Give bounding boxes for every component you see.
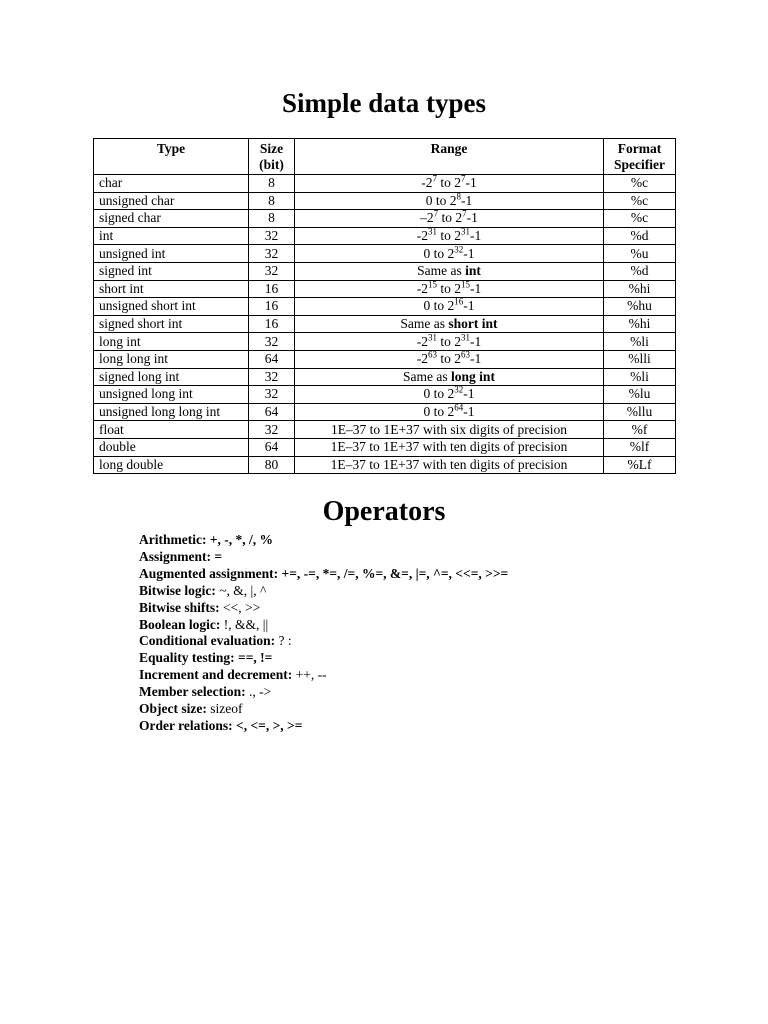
operator-label: Boolean logic:: [139, 616, 221, 632]
range-start: –2: [420, 210, 434, 226]
table-row: [94, 192, 676, 210]
header-format-line2: Specifier: [614, 157, 665, 172]
operator-item: [139, 718, 508, 735]
range-same-prefix: Same as: [400, 316, 449, 332]
operator-symbols: +=, -=, *=, /=, %=, &=, |=, ^=, <<=, >>=: [278, 565, 509, 581]
type-cell: char: [94, 175, 249, 193]
header-type: Type: [94, 139, 249, 175]
range-exponent: 8: [456, 191, 461, 202]
format-cell: %f: [604, 421, 676, 439]
operator-symbols: !, &&, ||: [220, 616, 269, 632]
operator-label: Bitwise shifts:: [139, 599, 220, 615]
size-cell: 32: [249, 368, 295, 386]
range-start: 0 to 2: [425, 192, 457, 208]
format-cell: %hu: [604, 298, 676, 316]
format-cell: %lu: [604, 386, 676, 404]
table-row: [94, 298, 676, 316]
operator-symbols: ~, &, |, ^: [215, 582, 267, 598]
operator-item: [139, 566, 508, 583]
header-range: Range: [295, 139, 604, 175]
table-row: [94, 438, 676, 456]
size-cell: 64: [249, 438, 295, 456]
size-cell: 16: [249, 280, 295, 298]
range-cell: [295, 386, 604, 404]
range-same-type: long int: [451, 368, 495, 384]
range-same-type: short int: [448, 316, 498, 332]
type-cell: unsigned char: [94, 192, 249, 210]
range-cell: [295, 175, 604, 193]
table-header: [94, 139, 676, 175]
type-cell: unsigned long int: [94, 386, 249, 404]
table-row: [94, 227, 676, 245]
operator-symbols: sizeof: [206, 701, 243, 717]
type-cell: unsigned int: [94, 245, 249, 263]
range-start: -2: [421, 175, 433, 191]
range-cell: [295, 350, 604, 368]
type-cell: int: [94, 227, 249, 245]
format-cell: %li: [604, 368, 676, 386]
type-cell: long long int: [94, 350, 249, 368]
range-tail: -1: [461, 192, 473, 208]
header-size-line1: Size: [259, 141, 284, 156]
table-row: [94, 315, 676, 333]
operator-item: [139, 684, 508, 701]
type-cell: long int: [94, 333, 249, 351]
range-mid: to 2: [436, 175, 461, 191]
range-text: 1E–37 to 1E+37 with six digits of precision: [331, 421, 567, 437]
size-cell: 8: [249, 210, 295, 228]
table-row: [94, 245, 676, 263]
operator-item: [139, 650, 508, 667]
range-end-exponent: 7: [462, 208, 467, 219]
type-cell: unsigned long long int: [94, 403, 249, 421]
operator-label: Conditional evaluation:: [139, 633, 276, 649]
table-row: [94, 350, 676, 368]
table-row: [94, 262, 676, 280]
operator-symbols: ? :: [275, 633, 292, 649]
operator-item: [139, 549, 508, 566]
type-cell: float: [94, 421, 249, 439]
range-start-exponent: 63: [427, 349, 437, 360]
format-cell: %hi: [604, 280, 676, 298]
range-mid: to 2: [436, 351, 461, 367]
range-end-exponent: 7: [461, 173, 466, 184]
table-body: [94, 175, 676, 474]
header-format-line1: Format: [617, 141, 662, 156]
type-cell: unsigned short int: [94, 298, 249, 316]
operator-item: [139, 667, 508, 684]
operator-item: [139, 600, 508, 617]
range-same-prefix: Same as: [403, 368, 452, 384]
size-cell: 32: [249, 421, 295, 439]
range-cell: [295, 421, 604, 439]
range-end-exponent: 31: [461, 226, 470, 237]
size-cell: 8: [249, 192, 295, 210]
size-cell: 32: [249, 227, 295, 245]
range-start-exponent: 15: [427, 279, 437, 290]
operator-item: [139, 532, 508, 549]
range-start: -2: [416, 333, 428, 349]
range-exponent: 16: [454, 296, 464, 307]
format-cell: %c: [604, 210, 676, 228]
size-cell: 8: [249, 175, 295, 193]
range-tail: -1: [463, 245, 475, 261]
table-row: [94, 333, 676, 351]
range-tail: -1: [470, 351, 482, 367]
type-cell: signed char: [94, 210, 249, 228]
operator-item: [139, 701, 508, 718]
range-end-exponent: 63: [461, 349, 470, 360]
size-cell: 32: [249, 333, 295, 351]
size-cell: 64: [249, 403, 295, 421]
operator-label: Increment and decrement:: [139, 667, 293, 683]
operator-symbols: ., ->: [245, 684, 272, 700]
format-cell: %d: [604, 262, 676, 280]
format-cell: %u: [604, 245, 676, 263]
range-mid: to 2: [436, 228, 461, 244]
range-start: -2: [416, 351, 428, 367]
format-cell: %c: [604, 175, 676, 193]
range-start-exponent: 7: [433, 208, 439, 219]
range-cell: [295, 298, 604, 316]
table-row: [94, 210, 676, 228]
range-start: -2: [416, 280, 428, 296]
range-text: 1E–37 to 1E+37 with ten digits of precision: [330, 439, 568, 455]
range-tail: -1: [463, 386, 475, 402]
range-same-prefix: Same as: [417, 263, 466, 279]
operator-label: Object size:: [139, 701, 207, 717]
range-start: 0 to 2: [423, 404, 455, 420]
format-cell: %d: [604, 227, 676, 245]
range-start: 0 to 2: [423, 298, 455, 314]
range-cell: [295, 368, 604, 386]
range-tail: -1: [463, 404, 475, 420]
size-cell: 80: [249, 456, 295, 474]
size-cell: 16: [249, 298, 295, 316]
range-tail: -1: [470, 280, 482, 296]
table-row: [94, 368, 676, 386]
operators-list: [139, 532, 508, 735]
operator-symbols: <<, >>: [219, 599, 261, 615]
format-cell: %c: [604, 192, 676, 210]
range-start-exponent: 31: [427, 226, 437, 237]
range-tail: -1: [470, 228, 482, 244]
range-cell: [295, 192, 604, 210]
operator-symbols: =: [211, 548, 223, 564]
header-size-line2: (bit): [259, 157, 284, 172]
size-cell: 16: [249, 315, 295, 333]
range-start: 0 to 2: [423, 245, 455, 261]
operator-label: Member selection:: [139, 684, 246, 700]
range-start: 0 to 2: [423, 386, 455, 402]
type-cell: signed short int: [94, 315, 249, 333]
operator-label: Arithmetic:: [139, 532, 207, 547]
format-cell: %hi: [604, 315, 676, 333]
range-cell: [295, 280, 604, 298]
range-tail: -1: [466, 210, 478, 226]
range-same-type: int: [465, 263, 481, 279]
range-start-exponent: 31: [427, 332, 437, 343]
operator-label: Equality testing:: [139, 650, 235, 666]
range-cell: [295, 438, 604, 456]
range-mid: to 2: [436, 333, 461, 349]
operator-item: [139, 617, 508, 634]
header-row: [94, 139, 676, 175]
range-text: 1E–37 to 1E+37 with ten digits of precision: [330, 456, 568, 472]
table-row: [94, 421, 676, 439]
type-cell: long double: [94, 456, 249, 474]
size-cell: 32: [249, 245, 295, 263]
operator-symbols: ++, --: [292, 667, 327, 683]
range-tail: -1: [470, 333, 482, 349]
range-cell: [295, 210, 604, 228]
table-row: [94, 175, 676, 193]
operators-title: Operators: [322, 496, 446, 527]
page-title: Simple data types: [281, 88, 487, 118]
size-cell: 32: [249, 386, 295, 404]
type-cell: short int: [94, 280, 249, 298]
range-cell: [295, 456, 604, 474]
type-cell: signed long int: [94, 368, 249, 386]
table-row: [94, 403, 676, 421]
format-cell: %llu: [604, 403, 676, 421]
format-cell: %li: [604, 333, 676, 351]
range-cell: [295, 333, 604, 351]
operator-item: [139, 633, 508, 650]
range-tail: -1: [465, 175, 477, 191]
range-cell: [295, 403, 604, 421]
header-size: [249, 139, 295, 175]
range-cell: [295, 262, 604, 280]
range-cell: [295, 227, 604, 245]
range-end-exponent: 31: [461, 332, 470, 343]
operator-symbols: <, <=, >, >=: [232, 717, 303, 733]
format-cell: %lli: [604, 350, 676, 368]
size-cell: 32: [249, 262, 295, 280]
data-types-table: [93, 138, 676, 474]
format-cell: %lf: [604, 438, 676, 456]
range-mid: to 2: [436, 280, 461, 296]
range-exponent: 64: [454, 402, 464, 413]
range-cell: [295, 315, 604, 333]
operator-label: Augmented assignment:: [139, 565, 279, 581]
size-cell: 64: [249, 350, 295, 368]
format-cell: %Lf: [604, 456, 676, 474]
operator-symbols: ==, !=: [234, 650, 273, 666]
operator-label: Order relations:: [139, 717, 233, 733]
range-tail: -1: [463, 298, 475, 314]
range-start: -2: [416, 228, 428, 244]
operator-item: [139, 583, 508, 600]
range-exponent: 32: [454, 384, 464, 395]
range-start-exponent: 7: [432, 173, 437, 184]
operator-symbols: +, -, *, /, %: [206, 532, 274, 547]
type-cell: signed int: [94, 262, 249, 280]
header-format: [604, 139, 676, 175]
type-cell: double: [94, 438, 249, 456]
table-row: [94, 456, 676, 474]
range-exponent: 32: [454, 244, 464, 255]
table-row: [94, 386, 676, 404]
table-row: [94, 280, 676, 298]
range-cell: [295, 245, 604, 263]
range-mid: to 2: [438, 210, 463, 226]
operator-label: Assignment:: [139, 548, 212, 564]
range-end-exponent: 15: [461, 279, 470, 290]
operator-label: Bitwise logic:: [139, 582, 216, 598]
